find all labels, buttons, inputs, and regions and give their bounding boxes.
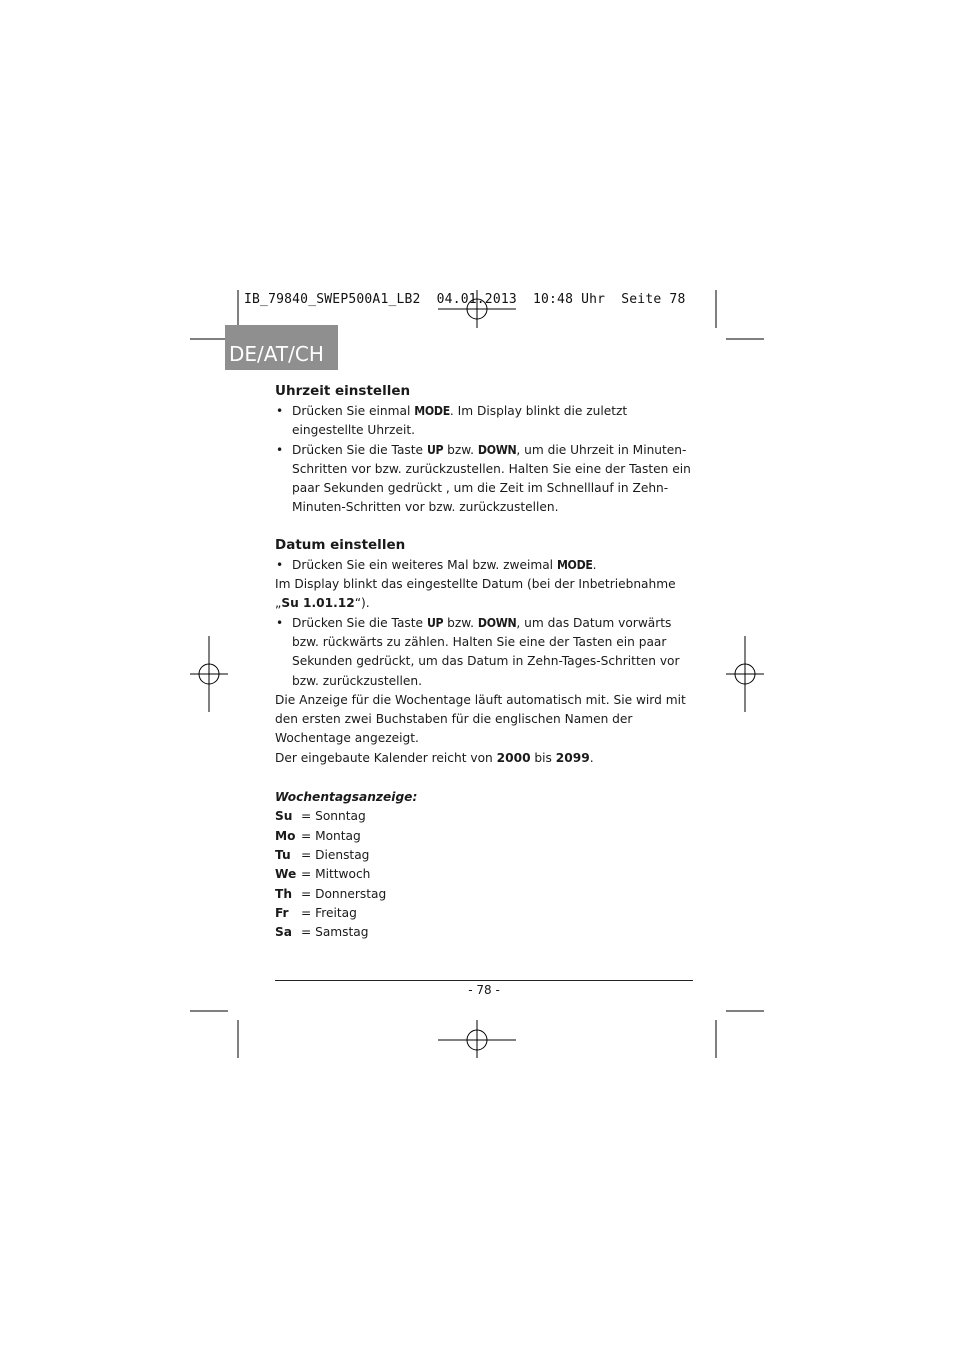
list-item: Sa = Samstag <box>275 925 369 940</box>
paragraph: Der eingebaute Kalender reicht von 2000 bis 2099. <box>275 750 594 765</box>
page-content <box>275 380 695 942</box>
section-title-uhrzeit: Uhrzeit einstellen <box>275 383 411 399</box>
display-code: Su 1.01.12 <box>281 596 355 611</box>
list-item: • Drücken Sie einmal MODE. Im Display blinkt die zuletzt eingestellte Uhrzeit. <box>275 402 695 441</box>
section-title-datum: Datum einstellen <box>275 536 406 553</box>
language-tab <box>225 325 338 370</box>
section-wochentag <box>275 788 695 942</box>
section-uhrzeit <box>275 380 695 518</box>
key-up: UP <box>426 442 444 457</box>
uhrzeit-list <box>275 402 695 518</box>
language-tab-label: DE/AT/CH <box>229 342 324 366</box>
section-datum <box>275 534 695 768</box>
print-slug-line: IB_79840_SWEP500A1_LB2 04.01.2013 10:48 Uhr Seite 78 <box>244 292 686 307</box>
list-item: • Drücken Sie ein weiteres Mal bzw. zweimal MODE. <box>275 556 695 575</box>
list-item: Th = Donnerstag <box>275 886 387 901</box>
key-down: DOWN <box>477 442 517 457</box>
list-item: Fr = Freitag <box>275 905 357 920</box>
list-item: Mo = Montag <box>275 828 361 843</box>
list-item: Su = Sonntag <box>275 809 366 824</box>
year-to: 2099 <box>555 750 590 765</box>
key-down: DOWN <box>477 615 517 630</box>
datum-list-2 <box>275 614 695 691</box>
key-up: UP <box>426 615 444 630</box>
list-item: • Drücken Sie die Taste UP bzw. DOWN, um das Datum vorwärts bzw. rückwärts zu zählen. Halten Sie eine der Tasten ein paar Sekunden gedrückt, um das Datum in Zehn-Tages-Schritten vor bzw. zurückzustellen. <box>275 614 695 691</box>
list-item: Tu = Dienstag <box>275 847 370 862</box>
datum-list-1 <box>275 556 695 575</box>
section-title-wochentag: Wochentagsanzeige: <box>275 790 418 805</box>
footer-divider <box>275 980 693 981</box>
weekday-list <box>275 807 695 942</box>
paragraph: Im Display blinkt das eingestellte Datum (bei der Inbetriebnahme „Su 1.01.12“). <box>275 577 676 611</box>
list-item: • Drücken Sie die Taste UP bzw. DOWN, um die Uhrzeit in Minuten-Schritten vor bzw. zurückzustellen. Halten Sie eine der Tasten ein paar Sekunden gedrückt , um die Zeit im Schnelllauf in Zehn-Minuten-Schritten vor bzw. zurückzustellen. <box>275 441 695 518</box>
key-mode: MODE <box>556 557 593 572</box>
paragraph: Die Anzeige für die Wochentage läuft automatisch mit. Sie wird mit den ersten zwei Buchstaben für die englischen Namen der Wochentage angezeigt. <box>275 692 686 746</box>
year-from: 2000 <box>496 750 531 765</box>
key-mode: MODE <box>414 404 450 418</box>
page-number: - 78 - <box>468 983 500 997</box>
list-item: We = Mittwoch <box>275 867 371 882</box>
